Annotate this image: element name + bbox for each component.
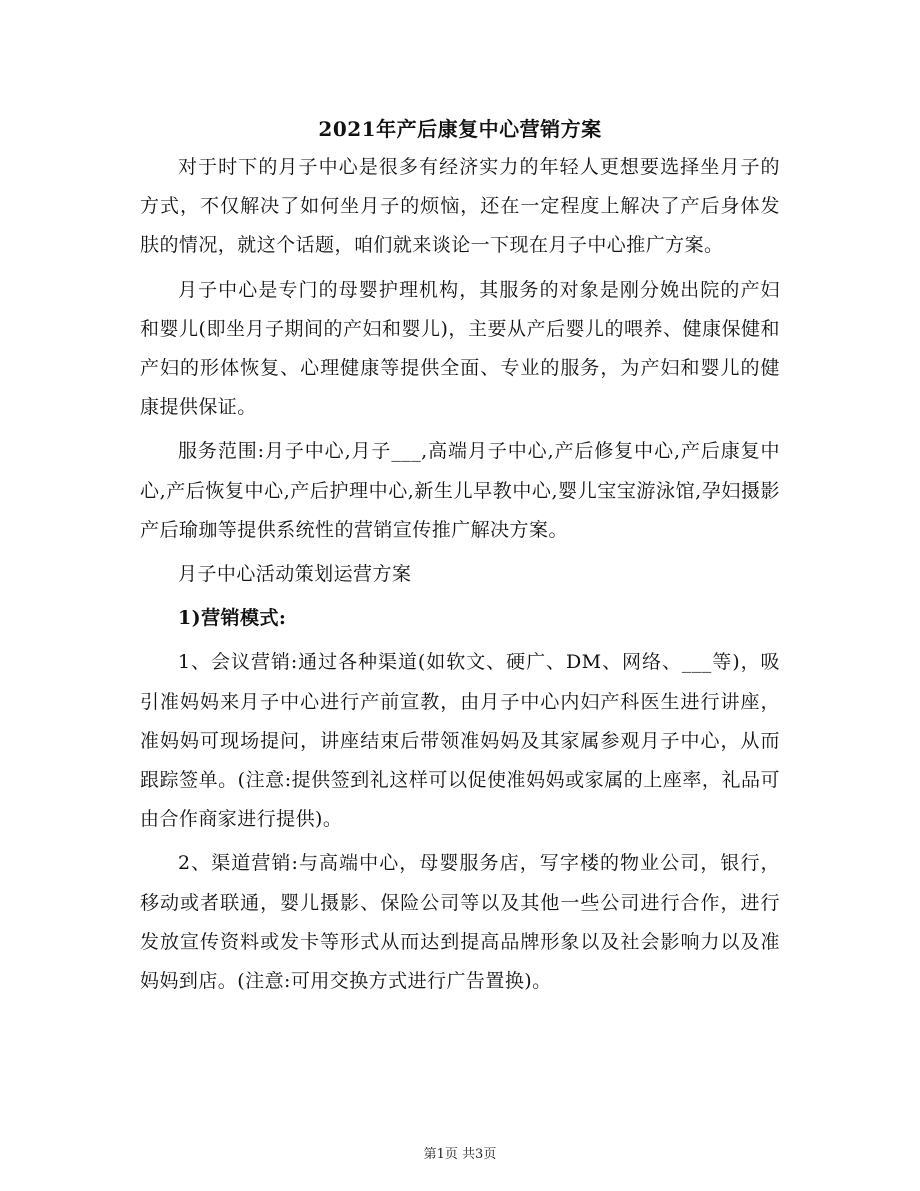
paragraph-channel-marketing: 2、渠道营销:与高端中心，母婴服务店，写字楼的物业公司，银行，移动或者联通，婴儿摄影、保险公司等以及其他一些公司进行合作，进行发放宣传资料或发卡等形式从而达到提高品牌形象以及社会影响力以及准妈妈到店。(注意:可用交换方式进行广告置换)。 <box>140 852 780 993</box>
section-heading-marketing-mode: 1)营销模式: <box>178 607 287 630</box>
document-title: 2021年产后康复中心营销方案 <box>318 117 602 141</box>
paragraph-definition: 月子中心是专门的母婴护理机构，其服务的对象是刚分娩出院的产妇和婴儿(即坐月子期间的产妇和婴儿)，主要从产后婴儿的喂养、健康保健和产妇的形体恢复、心理健康等提供全面、专业的服务，为产妇和婴儿的健康提供保证。 <box>140 278 780 419</box>
paragraph-service-scope: 服务范围:月子中心,月子___,高端月子中心,产后修复中心,产后康复中心,产后恢复中心,产后护理中心,新生儿早教中心,婴儿宝宝游泳馆,孕妇摄影产后瑜珈等提供系统性的营销宣传推广解决方案。 <box>140 440 780 541</box>
page-number: 第1页 共3页 <box>423 1147 497 1162</box>
paragraph-meeting-marketing: 1、会议营销:通过各种渠道(如软文、硬广、DM、网络、___等)，吸引准妈妈来月子中心进行产前宣教，由月子中心内妇产科医生进行讲座，准妈妈可现场提问，讲座结束后带领准妈妈及其家属参观月子中心，从而跟踪签单。(注意:提供签到礼这样可以促使准妈妈或家属的上座率，礼品可由合作商家进行提供)。 <box>140 651 780 831</box>
paragraph-plan-heading: 月子中心活动策划运营方案 <box>178 563 412 586</box>
paragraph-intro: 对于时下的月子中心是很多有经济实力的年轻人更想要选择坐月子的方式，不仅解决了如何坐月子的烦恼，还在一定程度上解决了产后身体发肤的情况，就这个话题，咱们就来谈论一下现在月子中心推广方案。 <box>140 156 780 257</box>
document-body <box>140 148 780 1001</box>
